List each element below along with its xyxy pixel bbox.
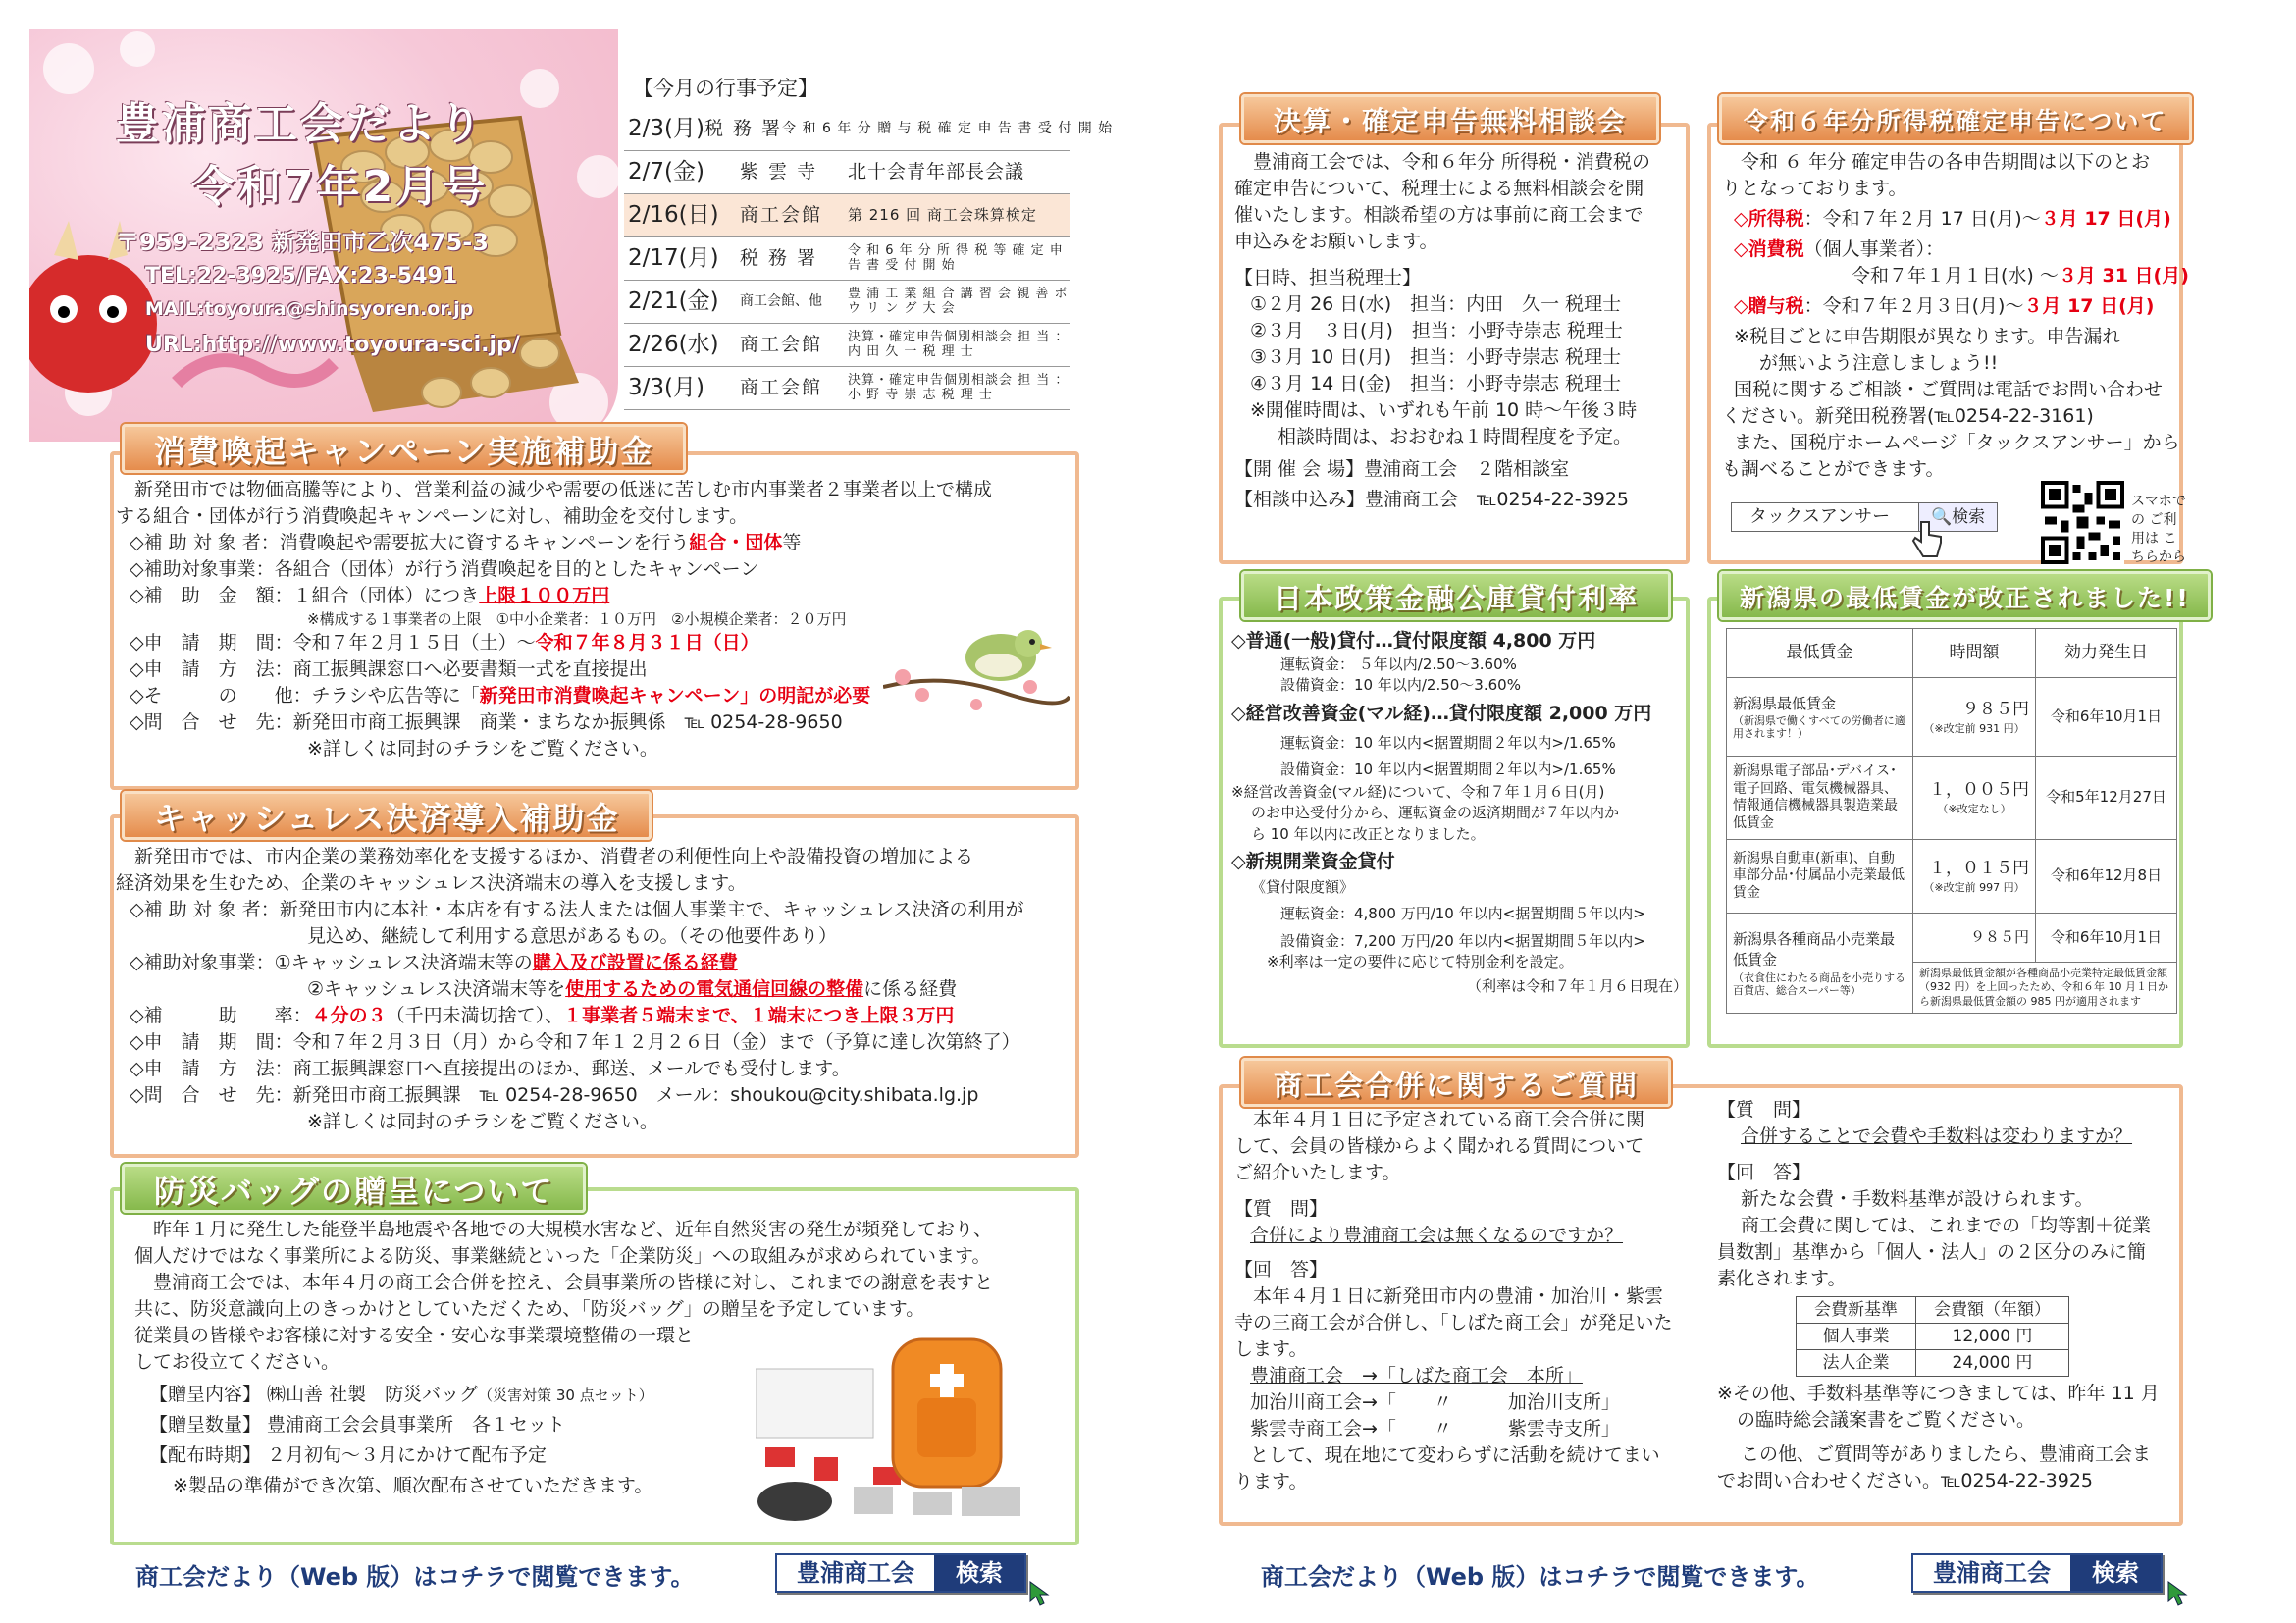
wage-amount: １，００５円 （※改定なし）: [1913, 757, 2036, 840]
campaign-other: ◇そ の 他：チラシや広告等に「新発田市消費喚起キャンペーン」の明記が必要: [130, 685, 871, 707]
fee-header-row: [1797, 1296, 2069, 1323]
wage-amount: １，０１５円 （※改定前 997 円）: [1913, 840, 2036, 914]
kakutei-note: ※税目ごとに申告期限が異なります。申告漏れ: [1734, 325, 2121, 347]
gappei-intro: 本年４月１日に予定されている商工会合併に関: [1253, 1109, 1645, 1130]
schedule-date: 2/17(月): [628, 245, 719, 272]
kinri-startup: ◇新規開業資金貸付: [1231, 851, 1395, 873]
gappei-note: の臨時総会議案書をご覧ください。: [1737, 1409, 2036, 1432]
footer-search-button[interactable]: 検索: [2070, 1555, 2161, 1591]
gappei-merge-line: 加治川商工会→「 〃 加治川支所」: [1250, 1390, 1620, 1413]
schedule-date: 3/3(月): [628, 375, 704, 401]
gappei-title: 商工会合併に関するご質問: [1241, 1058, 1671, 1107]
schedule-date: 2/26(水): [628, 332, 719, 358]
fee-amount: 12,000 円: [1916, 1323, 2069, 1349]
kakutei-consumption-period: 令和７年１月１日(水) ～３月 31 日(月): [1852, 264, 2189, 287]
schedule-place: 商工会館: [740, 377, 823, 399]
schedule-event: 決算・確定申告個別相談会 担 当 ： 小 野 寺 崇 志 税 理 士: [848, 373, 1070, 402]
bousai-para: してお役立てください。: [134, 1350, 340, 1373]
kakutei-contact: 国税に関するご相談・ご質問は電話でお問い合わせ: [1734, 378, 2164, 400]
kakutei-para: 令和 ６ 年分 確定申告の各申告期間は以下のとお: [1741, 151, 2151, 173]
schedule-place: 商工会館: [740, 334, 823, 356]
cursor-icon: [2166, 1580, 2194, 1607]
kakutei-contact: ください。新発田税務署(℡0254-22-3161): [1722, 404, 2094, 427]
schedule-row: [624, 367, 1070, 410]
wage-date: 令和6年10月1日: [2036, 914, 2177, 963]
cashless-body: [116, 844, 1072, 1135]
bousai-para: 昨年１月に発生した能登半島地震や各地での大規模水害など、近年自然災害の発生が頻発しており、: [153, 1219, 993, 1240]
soudan-para: 申込みをお願いします。: [1234, 230, 1438, 252]
gappei-answer: ります。: [1234, 1470, 1308, 1492]
gappei-answer2: 員数割」基準から「個人・法人」の２区分のみに簡: [1717, 1240, 2147, 1263]
schedule-date: 2/16(日): [628, 202, 719, 229]
kinri-marukei-note: のお申込受付分から、運転資金の返済期間が７年以内か: [1251, 804, 1620, 822]
gappei-answer2: 商工会費に関しては、これまでの「均等割＋従業: [1741, 1214, 2152, 1236]
footer-search-word: 豊浦商工会: [1913, 1555, 2070, 1591]
schedule-place: 商工会館、他: [740, 292, 822, 309]
soudan-para: 確定申告について、税理士による無料相談会を開: [1234, 177, 1644, 199]
bousai-para: 共に、防災意識向上のきっかけとしていただくため、「防災バッグ」の贈呈を予定しています。: [134, 1297, 925, 1320]
footer-search-button[interactable]: 検索: [934, 1555, 1024, 1591]
schedule-event: 北十会青年部長会議: [848, 161, 1025, 183]
wage-row: [1727, 914, 2177, 963]
schedule-heading: 【今月の行事予定】: [633, 77, 818, 100]
wage-name: 新潟県最低賃金 （新潟県で働くすべての労働者に適用されます！）: [1727, 678, 1913, 757]
header-mail[interactable]: MAIL:toyoura@shinsyoren.or.jp: [145, 298, 474, 320]
kinri-marukei-eq: 設備資金：10 年以内<据置期間２年以内>/1.65%: [1280, 759, 1616, 778]
bousai-title: 防災バッグの贈呈について: [122, 1164, 586, 1213]
header-tel: TEL:22-3925/FAX:23-5491: [145, 264, 458, 288]
wage-date: 令和6年12月8日: [2036, 840, 2177, 914]
kakutei-income: ◇所得税：令和７年２月 17 日(月)～３月 17 日(月): [1734, 207, 2171, 230]
soudan-para: 催いたします。相談希望の方は事前に商工会まで: [1234, 203, 1644, 226]
bousai-item-content: 【贈呈内容】 ㈱山善 社製 防災バッグ（災害対策 30 点セット）: [149, 1383, 653, 1405]
bousai-note: ※製品の準備ができ次第、順次配布させていただきます。: [173, 1474, 653, 1496]
gappei-answer: 本年４月１日に新発田市内の豊浦・加治川・紫雲: [1253, 1284, 1664, 1307]
footer-text-right: 商工会だより（Web 版）はコチラで閲覧できます。: [1261, 1563, 1820, 1591]
cashless-contact: ◇問 合 せ 先：新発田市商工振興課 ℡ 0254-28-9650 メール：shoukou@city.shibata.lg.jp: [130, 1083, 979, 1106]
schedule-row: [624, 324, 1070, 367]
kinri-normal: ◇普通(一般)貸付…貸付限度額 4,800 万円: [1231, 630, 1596, 652]
wage-note: 新潟県最低賃金額が各種商品小売業特定最低賃金額（932 円）を上回ったため、令和６年 10 月１日から新潟県最低賃金額の 985 円が適用されます: [1913, 963, 2177, 1014]
gappei-a2-heading: 【回 答】: [1717, 1161, 1811, 1183]
gappei-a-heading: 【回 答】: [1234, 1258, 1329, 1281]
wage-col-header: 効力発生日: [2036, 629, 2177, 678]
fee-amount: 24,000 円: [1916, 1350, 2069, 1377]
wage-name: 新潟県自動車(新車)、自動車部分品･付属品小売業最低賃金: [1727, 840, 1913, 914]
qr-code-icon[interactable]: [2041, 481, 2124, 564]
schedule-event: 令 和 6 年 分 所 得 税 等 確 定 申 告 書 受 付 開 始: [848, 243, 1064, 273]
schedule-row: [624, 151, 1070, 194]
soudan-venue: 【開 催 会 場】豊浦商工会 ２階相談室: [1234, 457, 1570, 480]
schedule-event: 決算・確定申告個別相談会 担 当 ： 内 田 久 一 税 理 士: [848, 330, 1070, 359]
soudan-schedule-heading: 【日時、担当税理士】: [1234, 266, 1422, 288]
gappei-intro: ご紹介いたします。: [1234, 1161, 1401, 1183]
disaster-bag-illustration: [756, 1330, 1050, 1526]
header-address: 〒959-2323 新発田市乙次475-3: [116, 229, 489, 256]
soudan-para: 豊浦商工会では、令和６年分 所得税・消費税の: [1253, 151, 1651, 173]
kakutei-consumption: ◇消費税（個人事業者）：: [1734, 237, 1945, 260]
soudan-date: ②３月 ３日(月) 担当：小野寺崇志 税理士: [1250, 319, 1623, 341]
cashless-intro: 新発田市では、市内企業の業務効率化を支援するほか、消費者の利便性向上や設備投資の増加による: [134, 846, 974, 867]
kakutei-body: [1722, 149, 2189, 483]
fee-type: 個人事業: [1797, 1323, 1916, 1349]
campaign-target: ◇補 助 対 象 者：消費喚起や需要拡大に資するキャンペーンを行う組合・団体等: [130, 531, 802, 553]
kakutei-taxanswer: また、国税庁ホームページ「タックスアンサー」から: [1734, 431, 2180, 453]
issue-title: 令和7年2月号: [191, 162, 489, 212]
search-icon: 🔍: [1931, 507, 1953, 527]
gappei-answer2: 素化されます。: [1717, 1267, 1847, 1289]
campaign-note: ※詳しくは同封のチラシをご覧ください。: [307, 738, 658, 760]
kinri-startup-note: ※利率は一定の要件に応じて特別金利を設定。: [1267, 952, 1574, 970]
bousai-item-qty: 【贈呈数量】 豊浦商工会会員事業所 各１セット: [149, 1413, 566, 1436]
fee-header: 会費新基準: [1797, 1296, 1916, 1323]
kinri-startup-limit: 《貸付限度額》: [1251, 877, 1355, 896]
kinri-marukei: ◇経営改善資金(マル経)…貸付限度額 2,000 万円: [1231, 702, 1652, 724]
campaign-amount: ◇補 助 金 額：１組合（団体）につき上限１００万円: [130, 584, 610, 606]
wage-amount: ９８５円 （※改定前 931 円）: [1913, 678, 2036, 757]
cashless-title: キャッシュレス決済導入補助金: [122, 791, 652, 840]
cashless-period: ◇申 請 期 間：令和７年２月３日（月）から令和７年１２月２６日（金）まで（予算に達し次第終了）: [130, 1030, 1020, 1053]
kinri-marukei-note: ※経営改善資金(マル経)について、令和７年１月６日(月): [1231, 783, 1605, 802]
kinri-body: [1231, 628, 1688, 997]
footer-search-right[interactable]: [1911, 1553, 2163, 1593]
cashless-target-cont: 見込め、継続して利用する意思があるもの。（その他要件あり）: [307, 924, 837, 947]
kinri-title: 日本政策金融公庫貸付利率: [1241, 571, 1671, 620]
kakutei-title: 令和６年分所得税確定申告について: [1719, 94, 2192, 143]
soudan-date: ③３月 10 日(月) 担当：小野寺崇志 税理士: [1250, 345, 1622, 368]
bousai-para: 個人だけではなく事業所による防災、事業継続といった「企業防災」への取組みが求められています。: [134, 1244, 991, 1267]
cursor-icon: [1028, 1580, 1056, 1607]
campaign-contact: ◇問 合 せ 先：新発田市商工振興課 商業・まちなか振興係 ℡ 0254-28-9650: [130, 711, 843, 734]
wage-row: [1727, 757, 2177, 840]
wage-date: 令和5年12月27日: [2036, 757, 2177, 840]
fee-type: 法人企業: [1797, 1350, 1916, 1377]
bousai-para: 従業員の皆様やお客様に対する安全・安心な事業環境整備の一環と: [134, 1324, 695, 1346]
cashless-intro: 経済効果を生むため、企業のキャッシュレス決済端末の導入を支援します。: [116, 871, 747, 894]
taxanswer-search[interactable]: [1731, 502, 1998, 532]
gappei-intro: して、会員の皆様からよく聞かれる質問について: [1234, 1134, 1644, 1157]
cashless-note: ※詳しくは同封のチラシをご覧ください。: [307, 1110, 658, 1132]
soudan-note: ※開催時間は、いずれも午前 10 時～午後３時: [1250, 398, 1638, 421]
soudan-date: ①２月 26 日(水) 担当：内田 久一 税理士: [1250, 292, 1622, 315]
gappei-answer: します。: [1234, 1337, 1308, 1360]
gappei-contact: でお問い合わせください。℡0254-22-3925: [1717, 1470, 2094, 1492]
footer-search-word: 豊浦商工会: [777, 1555, 934, 1591]
fee-row: [1797, 1350, 2069, 1377]
gappei-right: [1717, 1097, 2178, 1494]
wage-row: [1727, 678, 2177, 757]
bird-illustration: [883, 618, 1070, 716]
schedule-row: [624, 281, 1070, 324]
soudan-note: 相談時間は、おおむね１時間程度を予定。: [1278, 425, 1633, 447]
kinri-startup-eq: 設備資金：7,200 万円/20 年以内<据置期間５年以内>: [1280, 931, 1645, 950]
wage-header-row: [1727, 629, 2177, 678]
campaign-period: ◇申 請 期 間：令和７年２月１５日（土）～令和７年８月３１日（日）: [130, 632, 759, 654]
kakutei-taxanswer: も調べることができます。: [1722, 457, 1945, 480]
cashless-rate: ◇補 助 率：４分の３（千円未満切捨て）、１事業者５端末まで、１端末につき上限３万円: [130, 1004, 955, 1026]
gappei-contact: この他、ご質問等がありましたら、豊浦商工会ま: [1741, 1443, 2152, 1466]
kinri-marukei-note: ら 10 年以内に改正となりました。: [1251, 824, 1486, 843]
wage-col-header: 最低賃金: [1727, 629, 1913, 678]
schedule-place: 紫 雲 寺: [740, 161, 818, 183]
gappei-note: ※その他、手数料基準等につきましては、昨年 11 月: [1717, 1383, 2160, 1405]
bousai-item-date: 【配布時期】 ２月初旬～３月にかけて配布予定: [149, 1443, 548, 1466]
newsletter-title: 豊浦商工会だより: [116, 99, 485, 149]
campaign-intro: 新発田市では物価高騰等により、営業利益の減少や需要の低迷に苦しむ市内事業者２事業者以上で構成: [134, 479, 993, 500]
footer-search-left[interactable]: [775, 1553, 1026, 1593]
soudan-contact: 【相談申込み】豊浦商工会 ℡0254-22-3925: [1234, 488, 1630, 510]
wage-title: 新潟県の最低賃金が改正されました!!: [1719, 571, 2211, 620]
schedule-date: 2/3(月): [628, 116, 704, 142]
wage-col-header: 時間額: [1913, 629, 2036, 678]
gappei-q2-heading: 【質 問】: [1717, 1099, 1811, 1121]
hand-pointer-icon: [1911, 520, 1943, 559]
campaign-method: ◇申 請 方 法：商工振興課窓口へ必要書類一式を直接提出: [130, 658, 648, 681]
wage-name: 新潟県電子部品･デバイス･電子回路、電気機械器具、情報通信機械器具製造業最低賃金: [1727, 757, 1913, 840]
campaign-intro: する組合・団体が行う消費喚起キャンペーンに対し、補助金を交付します。: [116, 504, 749, 527]
wage-table: [1726, 628, 2177, 1014]
gappei-answer: 寺の三商工会が合併し、「しばた商工会」が発足いた: [1234, 1311, 1673, 1334]
kinri-startup-op: 運転資金：4,800 万円/10 年以内<据置期間５年以内>: [1280, 905, 1645, 923]
schedule-row: [624, 108, 1114, 151]
fee-header: 会費額（年額）: [1916, 1296, 2069, 1323]
kinri-date: （利率は令和７年１月６日現在）: [1466, 977, 1688, 996]
taxanswer-search-button[interactable]: 🔍検索: [1918, 503, 1997, 531]
schedule-place: 商工会館: [740, 204, 823, 227]
soudan-title: 決算・確定申告無料相談会: [1241, 94, 1659, 143]
schedule-event: 豊 浦 工 業 組 合 講 習 会 親 善 ボ ウ リ ン グ 大 会: [848, 287, 1069, 316]
gappei-question: 合併により豊浦商工会は無くなるのですか？: [1250, 1224, 1624, 1246]
cashless-method: ◇申 請 方 法：商工振興課窓口へ直接提出のほか、郵送、メールでも受付します。: [130, 1057, 851, 1079]
gappei-left: [1234, 1107, 1696, 1495]
kakutei-gift: ◇贈与税：令和７年２月３日(月)～３月 17 日(月): [1734, 294, 2155, 317]
schedule-place: 税 務 署: [740, 247, 818, 270]
gappei-answer2: 新たな会費・手数料基準が設けられます。: [1741, 1187, 2094, 1210]
schedule-row: [624, 237, 1070, 281]
wage-row: [1727, 840, 2177, 914]
cashless-project-2: ②キャッシュレス決済端末等を使用するための電気通信回線の整備に係る経費: [307, 977, 958, 1000]
schedule-row: [624, 194, 1070, 237]
kakutei-note: が無いよう注意しましょう!!: [1759, 351, 1999, 374]
taxanswer-search-input[interactable]: タックスアンサー: [1732, 503, 1918, 531]
kinri-normal-op: 運転資金： ５年以内/2.50～3.60%: [1280, 654, 1517, 673]
campaign-project: ◇補助対象事業：各組合（団体）が行う消費喚起を目的としたキャンペーン: [130, 557, 759, 580]
schedule-event: 第 216 回 商工会珠算検定: [848, 206, 1037, 225]
soudan-body: [1234, 149, 1686, 513]
soudan-date: ④３月 14 日(金) 担当：小野寺崇志 税理士: [1250, 372, 1622, 394]
wage-amount: ９８５円: [1913, 914, 2036, 963]
gappei-merge-line: 紫雲寺商工会→「 〃 紫雲寺支所」: [1250, 1417, 1620, 1440]
fee-row: [1797, 1323, 2069, 1349]
footer-text-left: 商工会だより（Web 版）はコチラで閲覧できます。: [135, 1563, 695, 1591]
header-url[interactable]: URL:http://www.toyoura-sci.jp/: [145, 333, 520, 357]
schedule-date: 2/21(金): [628, 288, 719, 315]
gappei-question2: 合併することで会費や手数料は変わりますか？: [1741, 1125, 2133, 1147]
gappei-answer: として、現在地にて変わらずに活動を続けてまい: [1250, 1443, 1660, 1466]
schedule-event: 令 和 6 年 分 贈 与 税 確 定 申 告 書 受 付 開 始: [782, 120, 1114, 136]
wage-date: 令和6年10月1日: [2036, 678, 2177, 757]
cashless-project: ◇補助対象事業：①キャッシュレス決済端末等の購入及び設置に係る経費: [130, 951, 738, 973]
schedule-table: [624, 108, 1114, 410]
kakutei-para: りとなっております。: [1722, 177, 1907, 199]
qr-note: スマホでの ご利用は こちらから: [2131, 494, 2186, 565]
gappei-q-heading: 【質 問】: [1234, 1197, 1329, 1220]
campaign-title: 消費喚起キャンペーン実施補助金: [122, 424, 686, 473]
wage-name: 新潟県各種商品小売業最低賃金 （衣食住にわたる商品を小売りする百貨店、総合スーパー等）: [1727, 914, 1913, 1014]
campaign-amount-note: ※構成する１事業者の上限 ①中小企業者：１０万円 ②小規模企業者：２０万円: [307, 609, 847, 628]
cashless-target: ◇補 助 対 象 者：新発田市内に本社・本店を有する法人または個人事業主で、キャッシュレス決済の利用が: [130, 898, 1024, 920]
gappei-merge-line: 豊浦商工会 →「しばた商工会 本所」: [1250, 1364, 1583, 1387]
fee-table: [1796, 1296, 2069, 1377]
schedule-place: 税 務 署: [704, 118, 783, 140]
kinri-marukei-op: 運転資金：10 年以内<据置期間２年以内>/1.65%: [1280, 733, 1616, 752]
schedule-date: 2/7(金): [628, 159, 704, 185]
kinri-normal-eq: 設備資金：10 年以内/2.50～3.60%: [1280, 676, 1521, 695]
bousai-para: 豊浦商工会では、本年４月の商工会合併を控え、会員事業所の皆様に対し、これまでの謝意を表すと: [153, 1271, 994, 1293]
